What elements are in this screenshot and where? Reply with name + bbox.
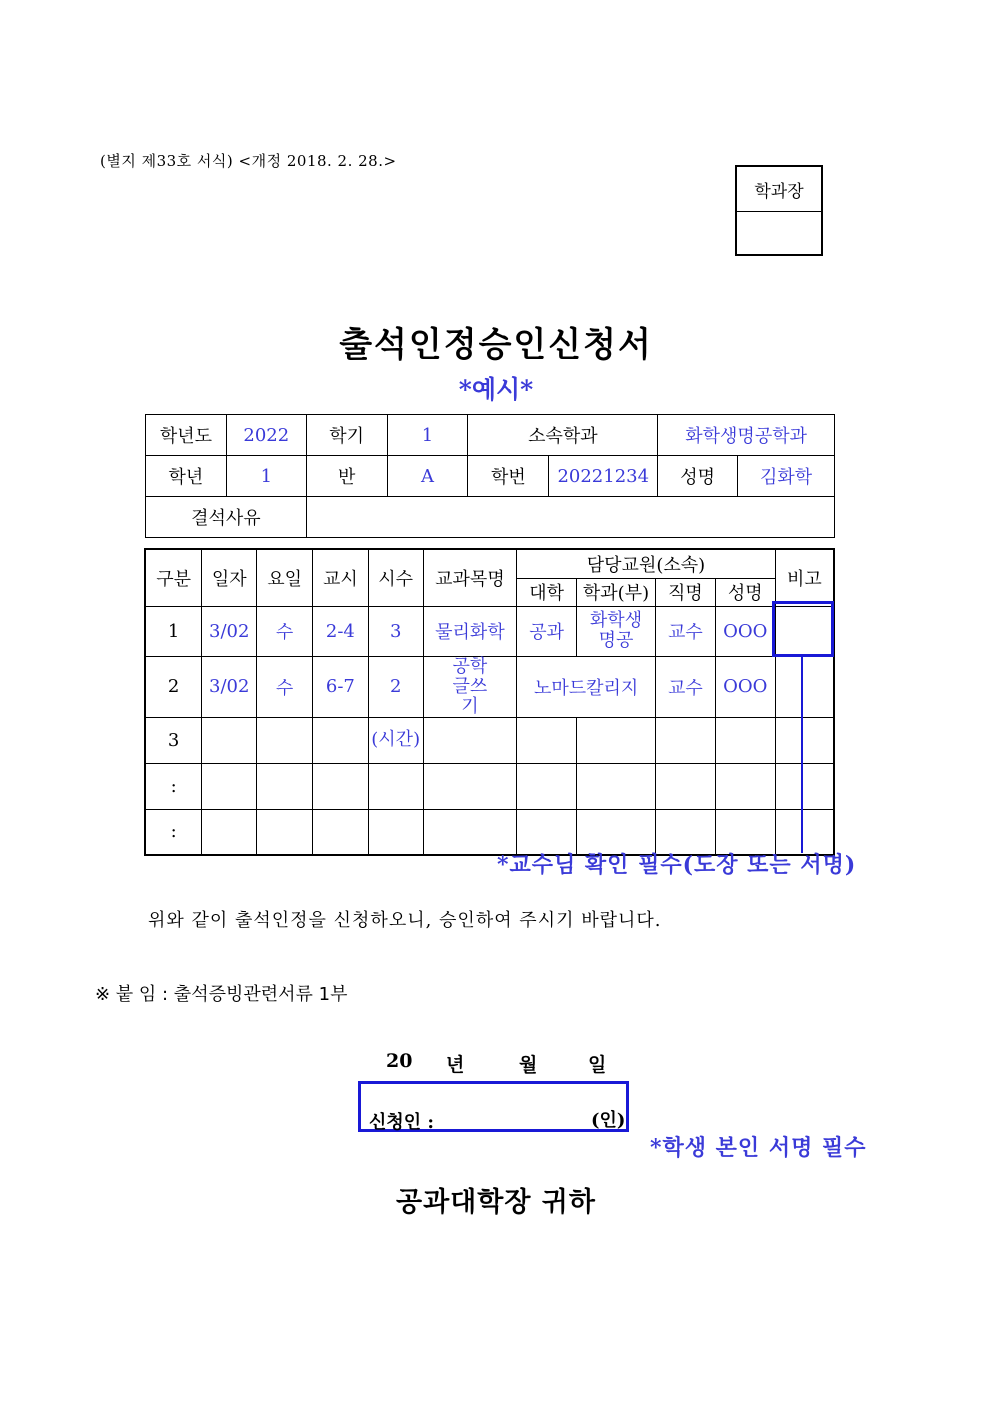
row-course[interactable]: 물리화학 <box>423 606 517 656</box>
row-position[interactable]: 교수 <box>655 606 715 656</box>
row-position[interactable]: 교수 <box>655 656 715 717</box>
year-label: 학년도 <box>146 415 227 456</box>
reason-value[interactable] <box>306 497 834 538</box>
header-no: 구분 <box>145 549 202 606</box>
grade-label: 학년 <box>146 456 227 497</box>
header-hours: 시수 <box>368 549 423 606</box>
approval-sign-area[interactable] <box>737 212 821 256</box>
dept-value[interactable]: 화학생명공학과 <box>658 415 835 456</box>
row-position[interactable] <box>655 763 715 809</box>
professor-confirm-note: *교수님 확인 필수(도장 또는 서명) <box>497 852 857 878</box>
header-course: 교과목명 <box>423 549 517 606</box>
row-hours[interactable]: 2 <box>368 656 423 717</box>
row-date[interactable]: 3/02 <box>202 606 257 656</box>
grade-value[interactable]: 1 <box>226 456 306 497</box>
applicant-sign-box[interactable] <box>358 1081 629 1132</box>
annotation-connector-line <box>801 655 803 853</box>
row-period[interactable] <box>312 763 368 809</box>
applicant-label: 신청인 : <box>369 1112 435 1133</box>
row-course[interactable] <box>423 656 517 717</box>
header-dept: 학과(부) <box>577 578 656 606</box>
row-hours[interactable]: 3 <box>368 606 423 656</box>
row-weekday[interactable]: 수 <box>257 606 313 656</box>
date-month-unit: 월 <box>519 1054 538 1076</box>
declaration-text: 위와 같이 출석인정을 신청하오니, 승인하여 주시기 바랍니다. <box>148 910 662 931</box>
row-no: 3 <box>145 717 202 763</box>
example-label: *예시* <box>458 375 534 404</box>
row-date[interactable] <box>202 763 257 809</box>
document-title: 출석인정승인신청서 <box>339 325 653 365</box>
table-row <box>145 717 834 763</box>
professor-sign-box <box>772 601 834 657</box>
addressee: 공과대학장 귀하 <box>396 1187 596 1218</box>
header-position: 직명 <box>655 578 715 606</box>
row-remarks[interactable] <box>775 717 834 763</box>
student-id-value[interactable]: 20221234 <box>549 456 658 497</box>
row-hours[interactable]: (시간) <box>368 717 423 763</box>
header-college: 대학 <box>517 578 577 606</box>
row-college[interactable] <box>517 763 577 809</box>
header-remarks: 비고 <box>775 549 834 606</box>
year-value[interactable]: 2022 <box>226 415 306 456</box>
approval-label: 학과장 <box>737 167 821 212</box>
row-instructor-name[interactable] <box>715 717 775 763</box>
row-weekday[interactable] <box>257 763 313 809</box>
row-instructor-name[interactable]: OOO <box>715 606 775 656</box>
row-remarks[interactable] <box>775 656 834 717</box>
row-remarks[interactable] <box>775 763 834 809</box>
class-value[interactable]: A <box>387 456 468 497</box>
approval-box <box>735 165 823 256</box>
row-dept-text: 화학생명공 <box>589 610 643 651</box>
table-row <box>145 606 834 656</box>
row-dept[interactable] <box>577 717 656 763</box>
row-date[interactable] <box>202 809 257 855</box>
row-college[interactable]: 공과 <box>517 606 577 656</box>
date-year-unit: 년 <box>446 1054 465 1076</box>
row-no: 2 <box>145 656 202 717</box>
row-dept[interactable] <box>577 606 656 656</box>
row-hours[interactable] <box>368 809 423 855</box>
row-course-text: 공학글쓰기 <box>452 655 488 717</box>
student-info-table <box>145 414 835 538</box>
form-number: (별지 제33호 서식) <개정 2018. 2. 28.> <box>100 152 397 170</box>
class-label: 반 <box>306 456 387 497</box>
date-day-unit: 일 <box>588 1054 607 1076</box>
date-year[interactable]: 20 <box>386 1050 413 1072</box>
header-period: 교시 <box>312 549 368 606</box>
header-name: 성명 <box>715 578 775 606</box>
reason-label: 결석사유 <box>146 497 307 538</box>
row-course[interactable] <box>423 763 517 809</box>
header-instructor-group: 담당교원(소속) <box>517 549 775 578</box>
applicant-seal: (인) <box>591 1110 626 1131</box>
attachment-text: ※ 붙 임 : 출석증빙관련서류 1부 <box>95 984 348 1005</box>
row-no: : <box>145 763 202 809</box>
row-college-dept[interactable]: 노마드칼리지 <box>517 656 656 717</box>
row-college[interactable] <box>517 717 577 763</box>
header-date: 일자 <box>202 549 257 606</box>
row-instructor-name[interactable] <box>715 763 775 809</box>
row-course[interactable] <box>423 717 517 763</box>
row-period[interactable]: 6-7 <box>312 656 368 717</box>
row-weekday[interactable]: 수 <box>257 656 313 717</box>
student-sign-note: *학생 본인 서명 필수 <box>650 1135 867 1161</box>
row-weekday[interactable] <box>257 809 313 855</box>
row-date[interactable]: 3/02 <box>202 656 257 717</box>
row-weekday[interactable] <box>257 717 313 763</box>
row-no: 1 <box>145 606 202 656</box>
row-remarks[interactable] <box>775 606 834 656</box>
row-date[interactable] <box>202 717 257 763</box>
semester-label: 학기 <box>306 415 387 456</box>
table-row <box>145 656 834 717</box>
row-no: : <box>145 809 202 855</box>
absence-schedule-table <box>144 548 835 856</box>
row-hours[interactable] <box>368 763 423 809</box>
dept-label: 소속학과 <box>468 415 658 456</box>
table-row <box>145 763 834 809</box>
row-period[interactable] <box>312 717 368 763</box>
row-instructor-name[interactable]: OOO <box>715 656 775 717</box>
name-label: 성명 <box>658 456 738 497</box>
semester-value[interactable]: 1 <box>387 415 468 456</box>
student-id-label: 학번 <box>468 456 549 497</box>
row-period[interactable]: 2-4 <box>312 606 368 656</box>
name-value[interactable]: 김화학 <box>738 456 835 497</box>
header-weekday: 요일 <box>257 549 313 606</box>
row-period[interactable] <box>312 809 368 855</box>
row-position[interactable] <box>655 717 715 763</box>
row-dept[interactable] <box>577 763 656 809</box>
